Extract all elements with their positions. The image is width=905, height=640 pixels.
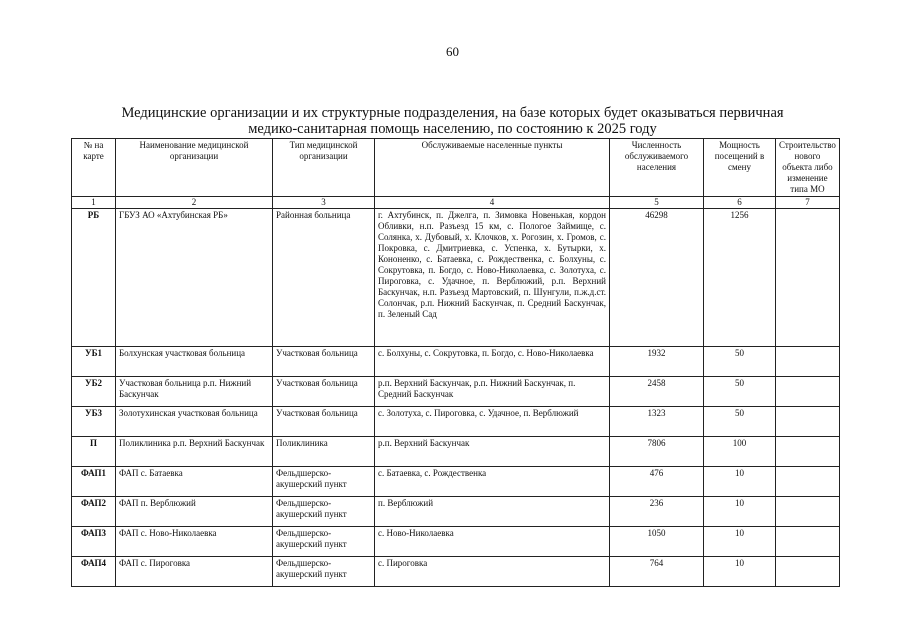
population: 764 — [610, 557, 704, 587]
settlements: п. Верблюжий — [375, 497, 610, 527]
map-code: УБ3 — [72, 407, 116, 437]
construction — [776, 347, 840, 377]
population: 476 — [610, 467, 704, 497]
population: 46298 — [610, 209, 704, 347]
org-type: Районная больница — [273, 209, 375, 347]
population: 236 — [610, 497, 704, 527]
map-code: РБ — [72, 209, 116, 347]
table-row — [72, 407, 840, 437]
settlements: р.п. Верхний Баскунчак, р.п. Нижний Баскунчак, п. Средний Баскунчак — [375, 377, 610, 407]
col-header-settlements: Обслуживаемые населенные пункты — [375, 139, 610, 197]
org-type: Участковая больница — [273, 377, 375, 407]
map-code: УБ2 — [72, 377, 116, 407]
org-type: Фельдшерско-акушерский пункт — [273, 527, 375, 557]
table-row — [72, 437, 840, 467]
settlements: с. Болхуны, с. Сокрутовка, п. Богдо, с. Ново-Николаевка — [375, 347, 610, 377]
settlements: с. Батаевка, с. Рождественка — [375, 467, 610, 497]
population: 1050 — [610, 527, 704, 557]
org-type: Поликлиника — [273, 437, 375, 467]
table-row — [72, 347, 840, 377]
construction — [776, 377, 840, 407]
map-code: П — [72, 437, 116, 467]
column-number: 4 — [375, 197, 610, 209]
population: 1932 — [610, 347, 704, 377]
org-name: ГБУЗ АО «Ахтубинская РБ» — [116, 209, 273, 347]
capacity: 50 — [704, 407, 776, 437]
settlements: г. Ахтубинск, п. Джелга, п. Зимовка Новенькая, кордон Обливки, н.п. Разъезд 15 км, с. Пологое Займище, с. Солянка, х. Дубовый, х. Клочков, х. Рогозин, х. Громов, с. Покровка, с. Дмитриевка, с. Успенка, х. Бутырки, х. Кононенко, с. Батаевка, с. Рождественка, с. Болхуны, с. Сокрутовка, п. Богдо, с. Ново-Николаевка, с. Золотуха, с. Пироговка, с. Удачное, п. Верблюжий, р.п. Верхний Баскунчак, н.п. Разъезд Мартовский, п. Шунгули, п.ж.д.ст. Солончак, р.п. Нижний Баскунчак, п. Средний Баскунчак, п. Зеленый Сад — [375, 209, 610, 347]
column-number: 7 — [776, 197, 840, 209]
org-name: Участковая больница р.п. Нижний Баскунчак — [116, 377, 273, 407]
header-row — [72, 139, 840, 197]
org-name: ФАП п. Верблюжий — [116, 497, 273, 527]
organizations-table — [71, 138, 840, 587]
table-row — [72, 209, 840, 347]
capacity: 50 — [704, 347, 776, 377]
col-header-population: Численность обслуживаемого населения — [610, 139, 704, 197]
org-name: ФАП с. Батаевка — [116, 467, 273, 497]
org-name: Поликлиника р.п. Верхний Баскунчак — [116, 437, 273, 467]
map-code: УБ1 — [72, 347, 116, 377]
map-code: ФАП1 — [72, 467, 116, 497]
table-row — [72, 467, 840, 497]
construction — [776, 209, 840, 347]
population: 2458 — [610, 377, 704, 407]
page-title: Медицинские организации и их структурные подразделения, на базе которых будет оказываться первичная медико-санитарная помощь населению, по состоянию к 2025 году — [121, 105, 784, 137]
construction — [776, 497, 840, 527]
construction — [776, 557, 840, 587]
column-number: 2 — [116, 197, 273, 209]
settlements: с. Пироговка — [375, 557, 610, 587]
col-header-org-name: Наименование медицинской организации — [116, 139, 273, 197]
column-number: 1 — [72, 197, 116, 209]
capacity: 1256 — [704, 209, 776, 347]
org-name: Золотухинская участковая больница — [116, 407, 273, 437]
table-row — [72, 527, 840, 557]
map-code: ФАП3 — [72, 527, 116, 557]
construction — [776, 527, 840, 557]
table-row — [72, 497, 840, 527]
col-header-construction: Строительство нового объекта либо изменение типа МО — [776, 139, 840, 197]
table-row — [72, 377, 840, 407]
org-name: ФАП с. Ново-Николаевка — [116, 527, 273, 557]
capacity: 10 — [704, 467, 776, 497]
construction — [776, 467, 840, 497]
table-row — [72, 557, 840, 587]
population: 7806 — [610, 437, 704, 467]
column-number: 6 — [704, 197, 776, 209]
capacity: 10 — [704, 527, 776, 557]
capacity: 10 — [704, 557, 776, 587]
org-type: Фельдшерско-акушерский пункт — [273, 467, 375, 497]
org-type: Участковая больница — [273, 347, 375, 377]
col-header-org-type: Тип медицинской организации — [273, 139, 375, 197]
org-type: Фельдшерско-акушерский пункт — [273, 557, 375, 587]
org-name: Болхунская участковая больница — [116, 347, 273, 377]
column-number: 3 — [273, 197, 375, 209]
construction — [776, 407, 840, 437]
col-header-capacity: Мощность посещений в смену — [704, 139, 776, 197]
map-code: ФАП4 — [72, 557, 116, 587]
settlements: с. Ново-Николаевка — [375, 527, 610, 557]
column-number-row — [72, 197, 840, 209]
page-number: 60 — [446, 44, 459, 59]
org-name: ФАП с. Пироговка — [116, 557, 273, 587]
capacity: 10 — [704, 497, 776, 527]
settlements: р.п. Верхний Баскунчак — [375, 437, 610, 467]
org-type: Участковая больница — [273, 407, 375, 437]
population: 1323 — [610, 407, 704, 437]
construction — [776, 437, 840, 467]
settlements: с. Золотуха, с. Пироговка, с. Удачное, п. Верблюжий — [375, 407, 610, 437]
capacity: 50 — [704, 377, 776, 407]
column-number: 5 — [610, 197, 704, 209]
col-header-map-number: № на карте — [72, 139, 116, 197]
org-type: Фельдшерско-акушерский пункт — [273, 497, 375, 527]
capacity: 100 — [704, 437, 776, 467]
map-code: ФАП2 — [72, 497, 116, 527]
